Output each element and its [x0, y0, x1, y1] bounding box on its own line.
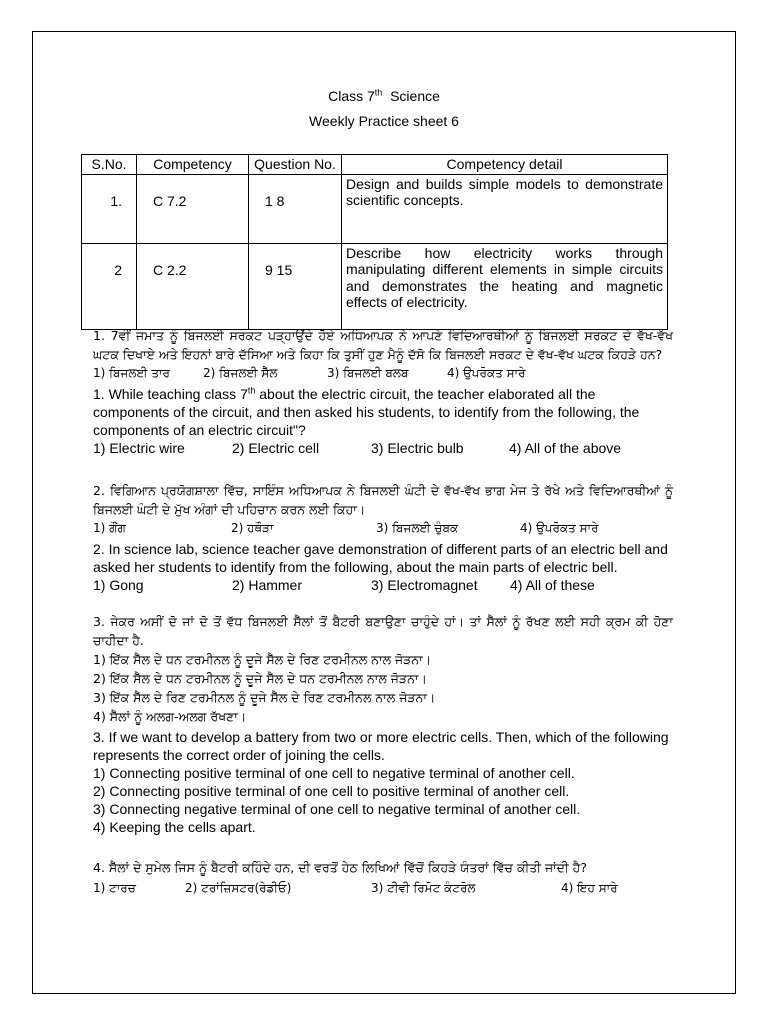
cell-detail: Design and builds simple models to demonstrate scientific concepts. — [342, 174, 668, 243]
question-english-text: 1. While teaching class 7th about the electric circuit, the teacher elaborated all the components of the circuit, and then asked his students, to identify from the following, the components of an electric circuit"? — [93, 385, 640, 438]
question-3 — [93, 612, 673, 836]
option: 4) All of the above — [509, 440, 622, 456]
question-4 — [93, 858, 673, 898]
option: 2) Connecting positive terminal of one cell to positive terminal of another cell. — [93, 783, 570, 799]
option: 1) ਟਾਰਚ — [93, 881, 136, 895]
cell-competency: C 7.2 — [137, 174, 249, 243]
class-title: Class 7th Science — [328, 87, 440, 104]
option: 2) Hammer — [232, 577, 303, 593]
cell-questions: 1 8 — [249, 174, 342, 243]
competency-table — [81, 154, 668, 330]
option: 3) ਬਿਜਲਈ ਬਲਬ — [327, 366, 409, 380]
header-competency-detail: Competency detail — [342, 155, 668, 175]
option: 2) Electric cell — [232, 440, 320, 456]
cell-detail: Describe how electricity works through manipulating different elements in simple circuits and demonstrates the heating and magnetic effects of electricity. — [342, 243, 668, 329]
option: 3) ਇੱਕ ਸੈੱਲ ਦੇ ਰਿਣ ਟਰਮੀਨਲ ਨੂੰ ਦੂਜੇ ਸੈੱਲ ਦੇ ਰਿਣ ਟਰਮੀਨਲ ਨਾਲ ਜੋੜਨਾ। — [93, 690, 436, 705]
option: 4) ਉਪਰੋਕਤ ਸਾਰੇ — [447, 366, 526, 380]
option: 4) All of these — [510, 577, 595, 593]
cell-questions: 9 15 — [249, 243, 342, 329]
question-punjabi-text: 1. 7ਵੀਂ ਜਮਾਤ ਨੂੰ ਬਿਜਲਈ ਸਰਕਟ ਪੜ੍ਹਾਉਂਦੇ ਹੋਏ ਅਧਿਆਪਕ ਨੇ ਆਪਣੇ ਵਿਦਿਆਰਥੀਆਂ ਨੂੰ ਬਿਜਲਈ ਸਰਕਟ ਦੇ ਵੱਖ-ਵੱਖ ਘਟਕ ਦਿਖਾਏ ਅਤੇ ਇਹਨਾਂ ਬਾਰੇ ਦੱਸਿਆ ਅਤੇ ਕਿਹਾ ਕਿ ਤੁਸੀਂ ਹੁਣ ਮੈਨੂੰ ਦੱਸੋ ਕਿ ਬਿਜਲਈ ਸਰਕਟ ਦੇ ਵੱਖ-ਵੱਖ ਘਟਕ ਕਿਹੜੇ ਹਨ? — [93, 328, 673, 362]
english-options — [93, 576, 673, 594]
option: 1) Connecting positive terminal of one cell to negative terminal of another cell. — [93, 765, 575, 781]
question-punjabi-text: 3. ਜੇਕਰ ਅਸੀਂ ਦੋ ਜਾਂ ਦੋ ਤੋਂ ਵੱਧ ਬਿਜਲਈ ਸੈੱਲਾਂ ਤੋਂ ਬੈਟਰੀ ਬਣਾਉਣਾ ਚਾਹੁੰਦੇ ਹਾਂ। ਤਾਂ ਸੈੱਲਾਂ ਨੂੰ ਰੱਖਣ ਲਈ ਸਹੀ ਕ੍ਰਮ ਕੀ ਹੋਣਾ ਚਾਹੀਦਾ ਹੈ. — [93, 614, 673, 648]
option: 2) ਬਿਜਲਈ ਸੈੱਲ — [203, 366, 278, 380]
header-question-no: Question No. — [249, 155, 342, 175]
option: 1) Gong — [93, 577, 144, 593]
table-header-row — [82, 155, 668, 175]
option: 3) Electromagnet — [371, 577, 478, 593]
option: 3) Connecting negative terminal of one cell to negative terminal of another cell. — [93, 801, 581, 817]
option: 1) ਗੌਂਗ — [93, 521, 126, 535]
option: 4) ਉਪਰੋਕਤ ਸਾਰੇ — [520, 521, 599, 535]
option: 1) ਇੱਕ ਸੈੱਲ ਦੇ ਧਨ ਟਰਮੀਨਲ ਨੂੰ ਦੂਜੇ ਸੈੱਲ ਦੇ ਰਿਣ ਟਰਮੀਨਲ ਨਾਲ ਜੋੜਨਾ। — [93, 652, 432, 667]
question-punjabi-text: 4. ਸੈੱਲਾਂ ਦੇ ਸੁਮੇਲ ਜਿਸ ਨੂੰ ਬੈਟਰੀ ਕਹਿੰਦੇ ਹਨ, ਦੀ ਵਰਤੋਂ ਹੇਠ ਲਿਖਿਆਂ ਵਿੱਚੋਂ ਕਿਹੜੇ ਯੰਤਰਾਂ ਵਿੱਚ ਕੀਤੀ ਜਾਂਦੀ ਹੈ? — [93, 860, 587, 875]
option: 2) ਹਥੌੜਾ — [231, 521, 274, 535]
punjabi-options — [93, 879, 673, 898]
punjabi-options — [93, 364, 673, 383]
questions-section — [93, 326, 673, 898]
question-1 — [93, 326, 673, 457]
option: 3) Electric bulb — [371, 440, 464, 456]
punjabi-options — [93, 519, 673, 538]
option: 4) ਇਹ ਸਾਰੇ — [561, 881, 618, 895]
header-sno: S.No. — [82, 155, 137, 175]
option: 2) ਇੱਕ ਸੈੱਲ ਦੇ ਧਨ ਟਰਮੀਨਲ ਨੂੰ ਦੂਜੇ ਸੈੱਲ ਦੇ ਧਨ ਟਰਮੀਨਲ ਨਾਲ ਜੋੜਨਾ। — [93, 671, 427, 686]
question-2 — [93, 481, 673, 594]
table-row — [82, 174, 668, 243]
option: 1) Electric wire — [93, 440, 185, 456]
table-row — [82, 243, 668, 329]
question-english-text: 2. In science lab, science teacher gave demonstration of different parts of an electric bell and asked her students to identify from the following, about the main parts of electric bell. — [93, 541, 668, 575]
question-english-text: 3. If we want to develop a battery from two or more electric cells. Then, which of the following represents the correct order of joining the cells. — [93, 729, 669, 763]
english-options — [93, 439, 673, 457]
option: 3) ਟੀਵੀ ਰਿਮੋਟ ਕੰਟਰੋਲ — [371, 881, 476, 895]
sheet-title: Weekly Practice sheet 6 — [309, 113, 459, 129]
cell-sno: 2 — [82, 243, 137, 329]
cell-sno: 1. — [82, 174, 137, 243]
question-punjabi-text: 2. ਵਿਗਿਆਨ ਪ੍ਰਯੋਗਸ਼ਾਲਾ ਵਿੱਚ, ਸਾਇੰਸ ਅਧਿਆਪਕ ਨੇ ਬਿਜਲਈ ਘੰਟੀ ਦੇ ਵੱਖ-ਵੱਖ ਭਾਗ ਮੇਜ ਤੇ ਰੱਖੇ ਅਤੇ ਵਿਦਿਆਰਥੀਆਂ ਨੂੰ ਬਿਜਲਈ ਘੰਟੀ ਦੇ ਮੁੱਖ ਅੰਗਾਂ ਦੀ ਪਹਿਚਾਨ ਕਰਨ ਲਈ ਕਿਹਾ। — [93, 483, 673, 517]
option: 3) ਬਿਜਲਈ ਚੁੰਬਕ — [376, 521, 459, 535]
option: 4) ਸੈੱਲਾਂ ਨੂੰ ਅਲਗ-ਅਲਗ ਰੱਖਣਾ। — [93, 709, 247, 724]
option: 2) ਟਰਾਂਜ਼ਿਸਟਰ(ਰੇਡੀਓ) — [185, 881, 292, 895]
cell-competency: C 2.2 — [137, 243, 249, 329]
option: 4) Keeping the cells apart. — [93, 819, 256, 835]
option: 1) ਬਿਜਲਈ ਤਾਰ — [93, 366, 170, 380]
header-competency: Competency — [137, 155, 249, 175]
